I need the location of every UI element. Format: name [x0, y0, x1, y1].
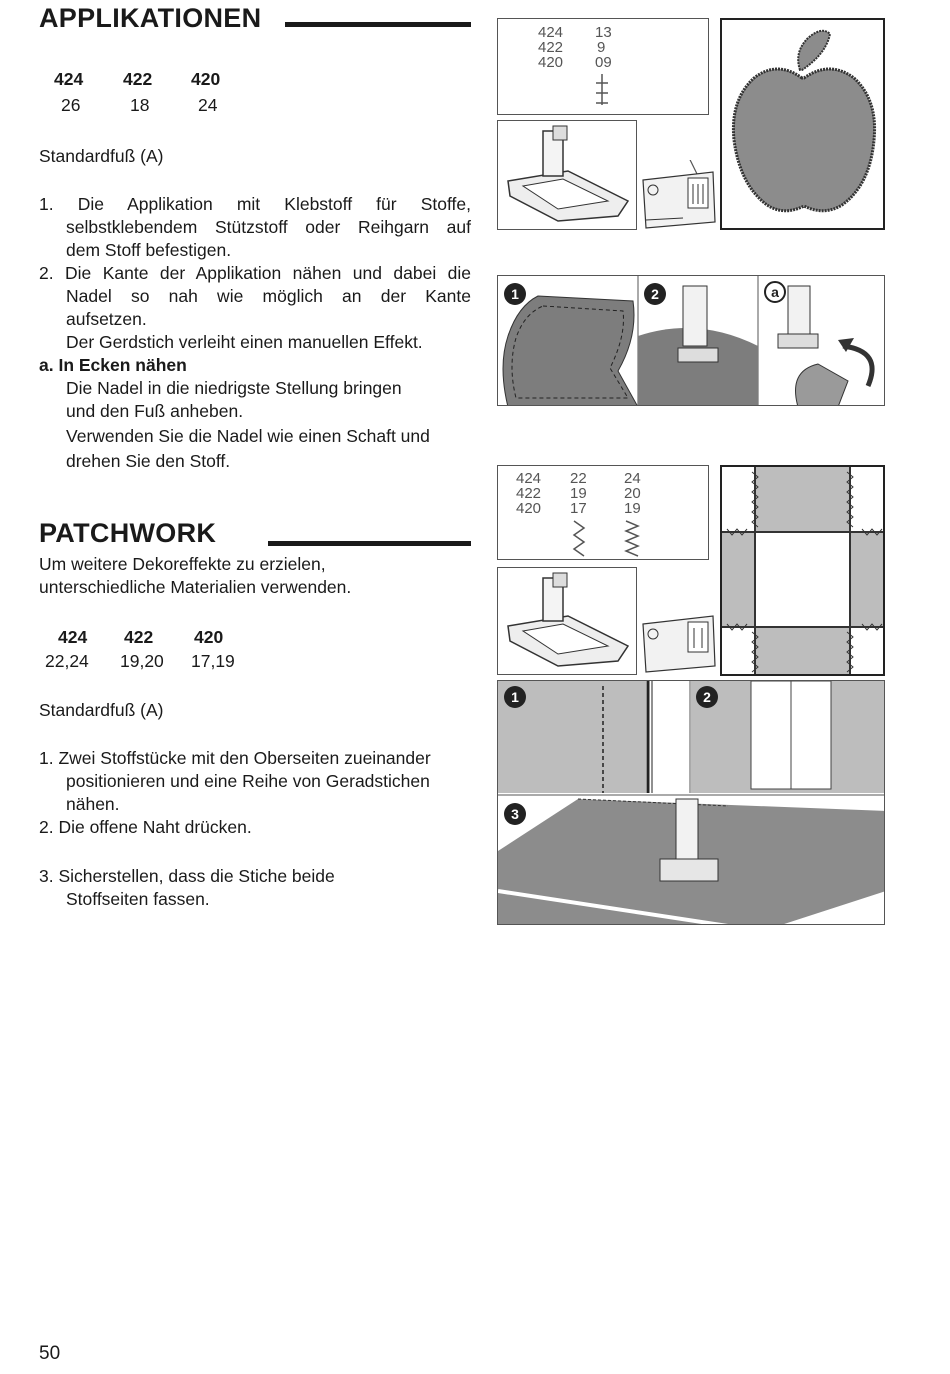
callout-1: 1: [504, 283, 526, 305]
step-line: Die Nadel in die niedrigste Stellung bringen: [66, 378, 402, 398]
step-line: dem Stoff befestigen.: [66, 240, 232, 260]
lcd-text: 420: [538, 54, 564, 71]
lcd-display-illustration: [497, 465, 709, 560]
callout-1: 1: [504, 686, 526, 708]
model-420: 420: [194, 627, 224, 647]
applique-steps-illustration: [497, 275, 885, 406]
patchwork-steps-illustration: [497, 680, 885, 925]
lcd-text: 422: [538, 39, 564, 56]
stitch-420: 17,19: [191, 651, 235, 671]
stitch-422: 19,20: [120, 651, 164, 671]
step-line: selbstklebendem Stützstoff oder Reihgarn auf: [66, 217, 471, 237]
lcd-text: 17: [570, 500, 587, 517]
step-line: 1. Die Applikation mit Klebstoff für Stoffe,: [39, 194, 471, 214]
lcd-text: 09: [595, 54, 612, 71]
stitch-424: 26: [61, 95, 81, 115]
presser-foot-label: Standardfuß (A): [39, 146, 164, 166]
model-422: 422: [123, 69, 153, 89]
title-rule: [285, 22, 471, 27]
lcd-text: 424: [538, 24, 564, 41]
callout-2: 2: [644, 283, 666, 305]
patchwork-block-illustration: [720, 465, 885, 676]
instructions-patchwork: [39, 747, 479, 911]
presser-foot-label: Standardfuß (A): [39, 700, 164, 720]
section-title-patchwork: PATCHWORK: [39, 518, 217, 548]
patchwork-intro: [39, 553, 351, 599]
step-line: aufsetzen.: [66, 309, 147, 329]
model-424: 424: [58, 627, 88, 647]
model-420: 420: [191, 69, 221, 89]
lcd-text: 19: [624, 500, 641, 517]
sewing-machine-icon: [638, 160, 718, 232]
model-424: 424: [54, 69, 84, 89]
lcd-text: 13: [595, 24, 612, 41]
step-line: Stoffseiten fassen.: [66, 889, 210, 909]
subsection-title: a. In Ecken nähen: [39, 355, 187, 375]
callout-a: a: [764, 281, 786, 303]
step-line: Nadel so nah wie möglich an der Kante: [66, 286, 471, 306]
lcd-text: 19: [570, 485, 587, 502]
step-line: Der Gerdstich verleiht einen manuellen Effekt.: [66, 332, 423, 352]
presser-foot-illustration: [497, 120, 637, 230]
intro-line: unterschiedliche Materialien verwenden.: [39, 577, 352, 597]
stitch-420: 24: [198, 95, 218, 115]
callout-2: 2: [696, 686, 718, 708]
model-422: 422: [124, 627, 154, 647]
section-title-applikationen: APPLIKATIONEN: [39, 3, 262, 33]
step-line: 3. Sicherstellen, dass die Stiche beide: [39, 866, 335, 886]
page-number: 50: [39, 1343, 61, 1364]
step-line: und den Fuß anheben.: [66, 401, 244, 421]
lcd-text: 20: [624, 485, 641, 502]
step-line: nähen.: [66, 794, 120, 814]
title-rule: [268, 541, 471, 546]
intro-line: Um weitere Dekoreffekte zu erzielen,: [39, 554, 326, 574]
stitch-424: 22,24: [45, 651, 89, 671]
lcd-text: 422: [516, 485, 542, 502]
presser-foot-illustration: [497, 567, 637, 675]
lcd-text: 420: [516, 500, 542, 517]
lcd-display-illustration: [497, 18, 709, 115]
lcd-text: 9: [597, 39, 606, 56]
step-line: 2. Die Kante der Applikation nähen und dabei die: [39, 263, 471, 283]
step-line: Verwenden Sie die Nadel wie einen Schaft und: [66, 426, 430, 446]
instructions-applikationen: [39, 193, 471, 473]
step-line: positionieren und eine Reihe von Geradstichen: [66, 771, 430, 791]
apple-applique-illustration: [720, 18, 885, 230]
step-line: 1. Zwei Stoffstücke mit den Oberseiten zueinander: [39, 748, 431, 768]
sewing-machine-icon: [638, 606, 718, 676]
callout-3: 3: [504, 803, 526, 825]
lcd-text: 424: [516, 470, 542, 487]
lcd-text: 22: [570, 470, 587, 487]
step-line: 2. Die offene Naht drücken.: [39, 817, 252, 837]
step-line: drehen Sie den Stoff.: [66, 451, 231, 471]
lcd-text: 24: [624, 470, 641, 487]
stitch-422: 18: [130, 95, 150, 115]
